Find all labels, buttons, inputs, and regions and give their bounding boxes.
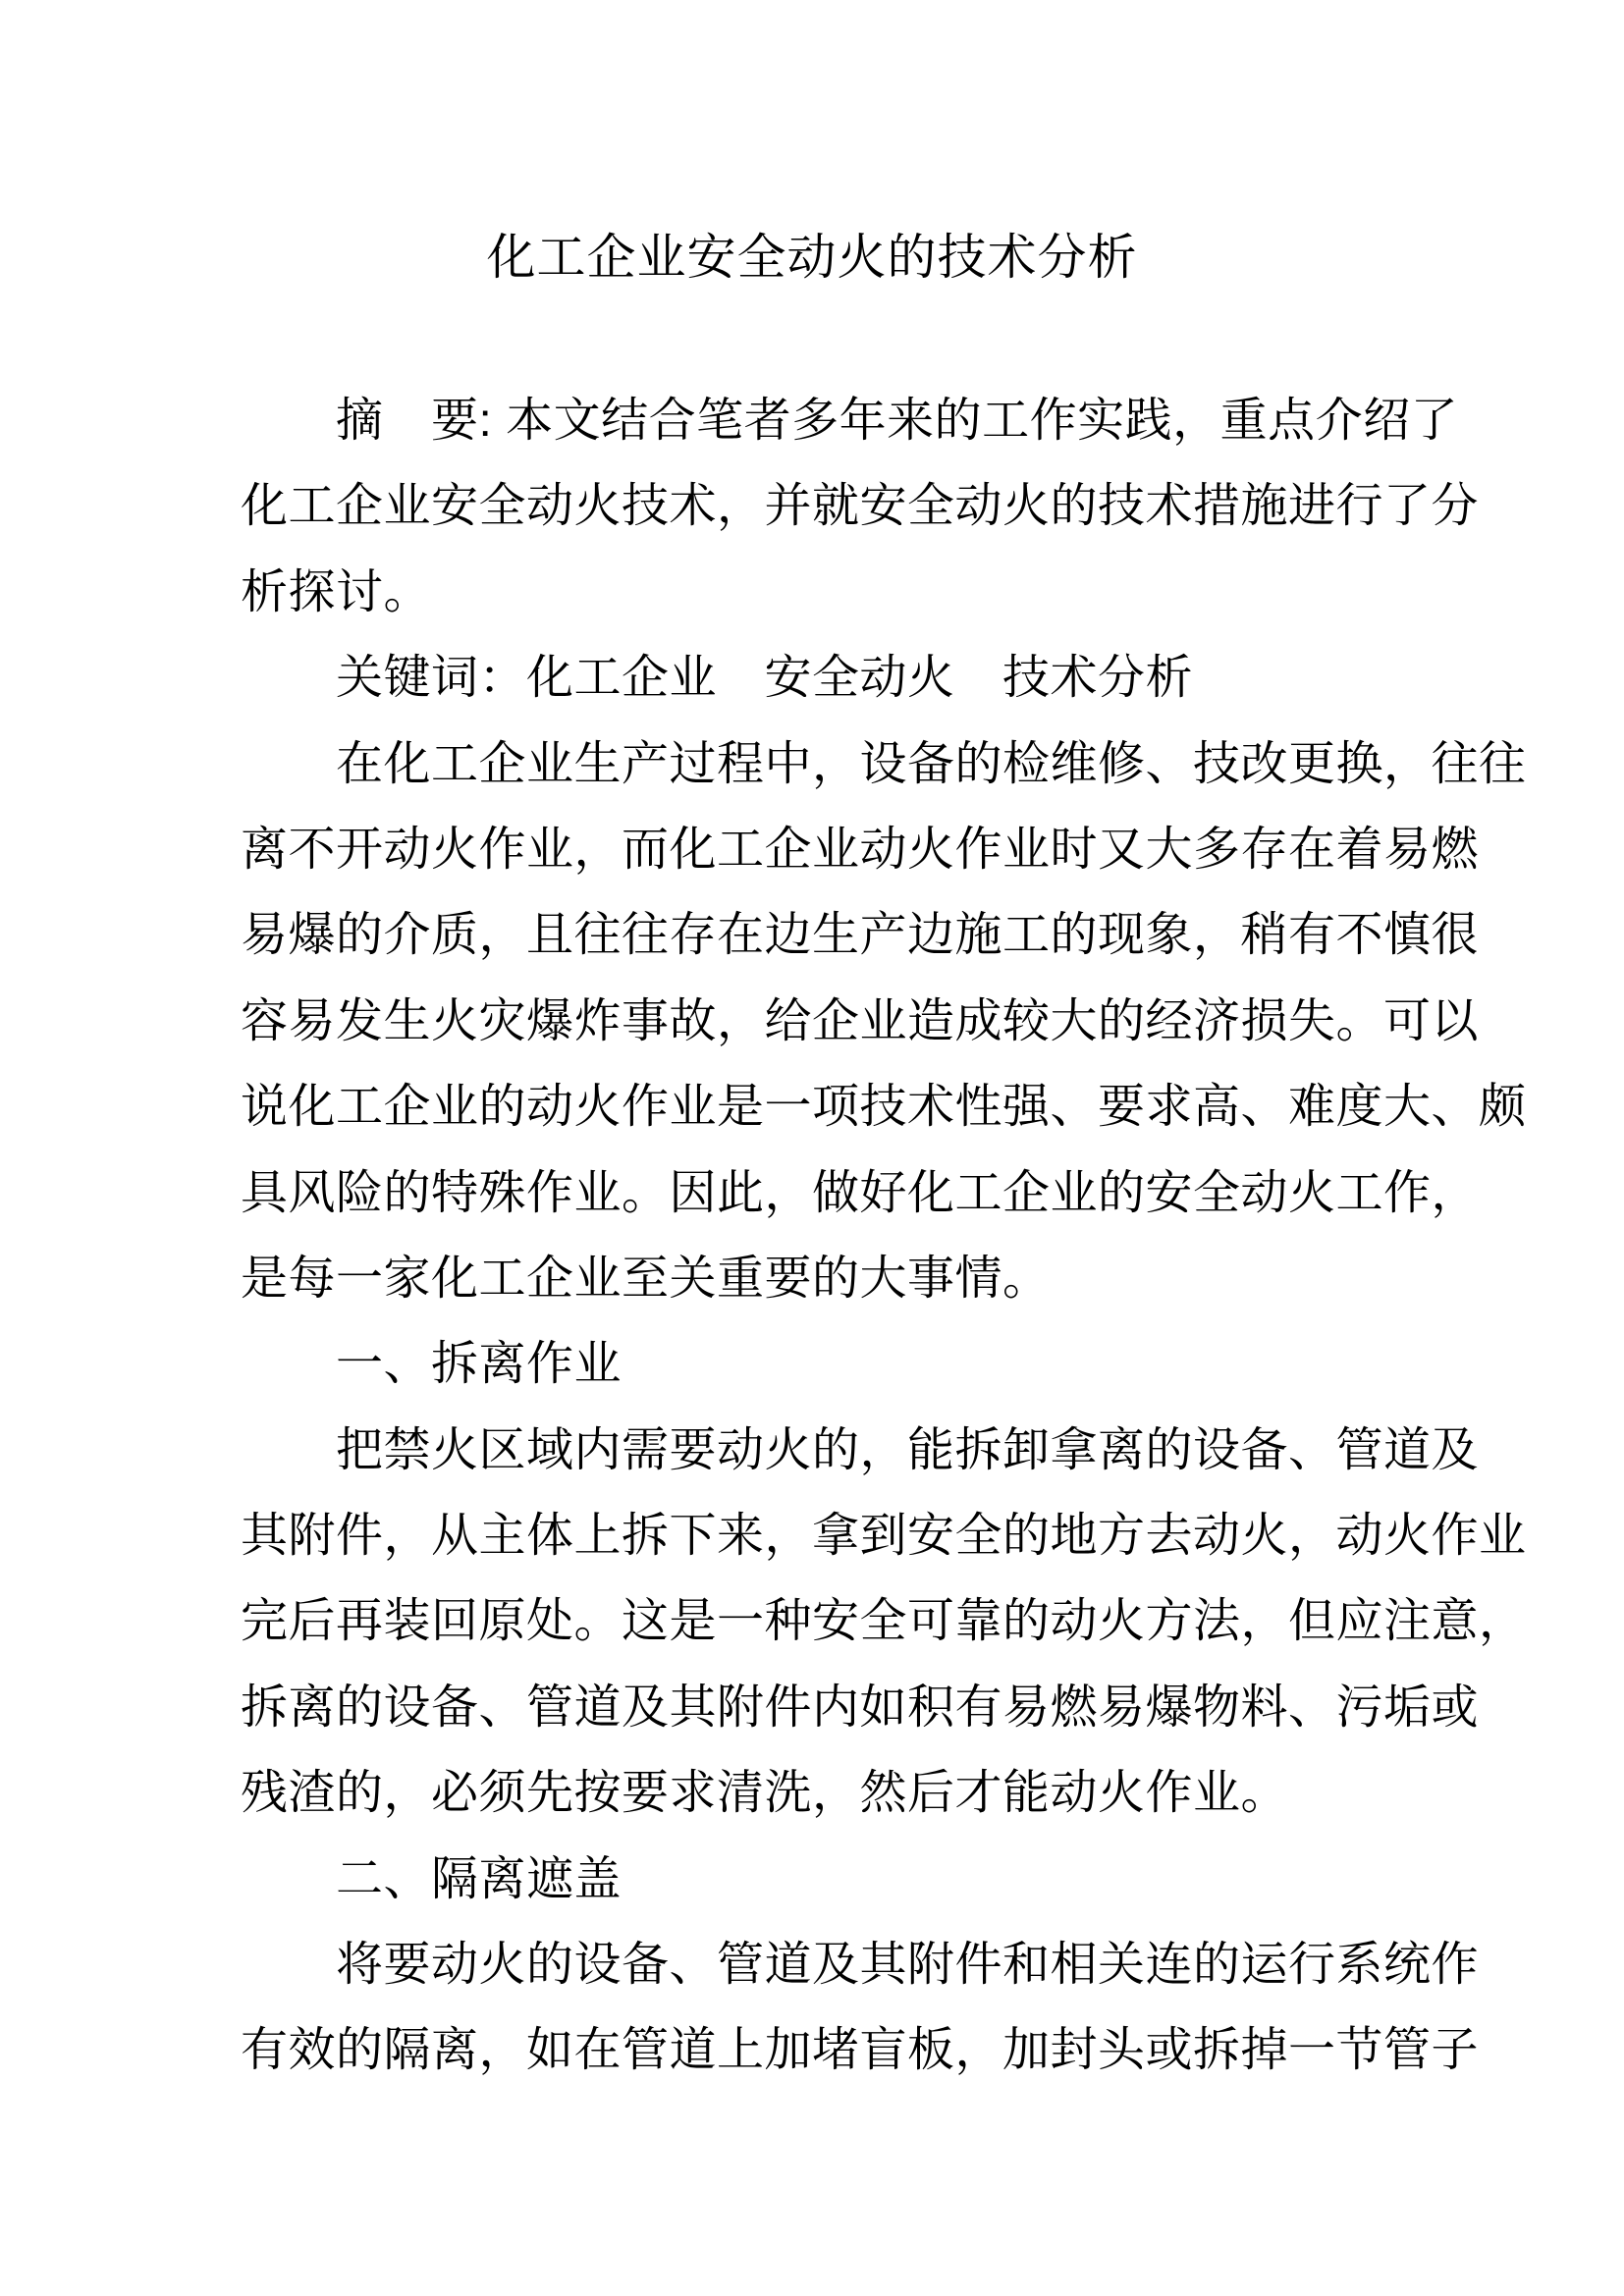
text-line: 二、隔离遮盖	[336, 1852, 623, 1905]
document-body	[241, 378, 1527, 2094]
text-line: 容易发生火灾爆炸事故，给企业造成较大的经济损失。可以	[241, 994, 1480, 1047]
text-line: 摘 要: 本文结合笔者多年来的工作实践，重点介绍了	[336, 395, 1459, 447]
text-line: 在化工企业生产过程中，设备的检维修、技改更换，往往	[336, 737, 1527, 790]
text-line: 易爆的介质，且往往存在边生产边施工的现象，稍有不慎很	[241, 909, 1480, 962]
text-line: 是每一家化工企业至关重要的大事情。	[241, 1252, 1051, 1305]
text-line: 残渣的，必须先按要求清洗，然后才能动火作业。	[241, 1767, 1289, 1820]
text-line: 具风险的特殊作业。因此，做好化工企业的安全动火工作，	[241, 1166, 1480, 1219]
text-line: 把禁火区域内需要动火的，能拆卸拿离的设备、管道及	[336, 1423, 1480, 1476]
text-line: 化工企业安全动火技术，并就安全动火的技术措施进行了分	[241, 480, 1480, 533]
text-line: 说化工企业的动火作业是一项技术性强、要求高、难度大、颇	[241, 1081, 1527, 1134]
text-line: 其附件，从主体上拆下来，拿到安全的地方去动火，动火作业	[241, 1510, 1527, 1563]
text-line: 有效的隔离，如在管道上加堵盲板，加封头或拆掉一节管子	[241, 2024, 1480, 2077]
text-line: 一、拆离作业	[336, 1338, 623, 1391]
text-line: 完后再装回原处。这是一种安全可靠的动火方法，但应注意，	[241, 1595, 1527, 1648]
text-line: 关键词：化工企业 安全动火 技术分析	[336, 652, 1194, 705]
text-line: 析探讨。	[241, 565, 432, 618]
text-line: 离不开动火作业，而化工企业动火作业时又大多存在着易燃	[241, 823, 1480, 876]
text-line: 拆离的设备、管道及其附件内如积有易燃易爆物料、污垢或	[241, 1681, 1480, 1734]
text-line: 将要动火的设备、管道及其附件和相关连的运行系统作	[336, 1939, 1480, 1992]
page-title: 化工企业安全动火的技术分析	[486, 230, 1138, 285]
